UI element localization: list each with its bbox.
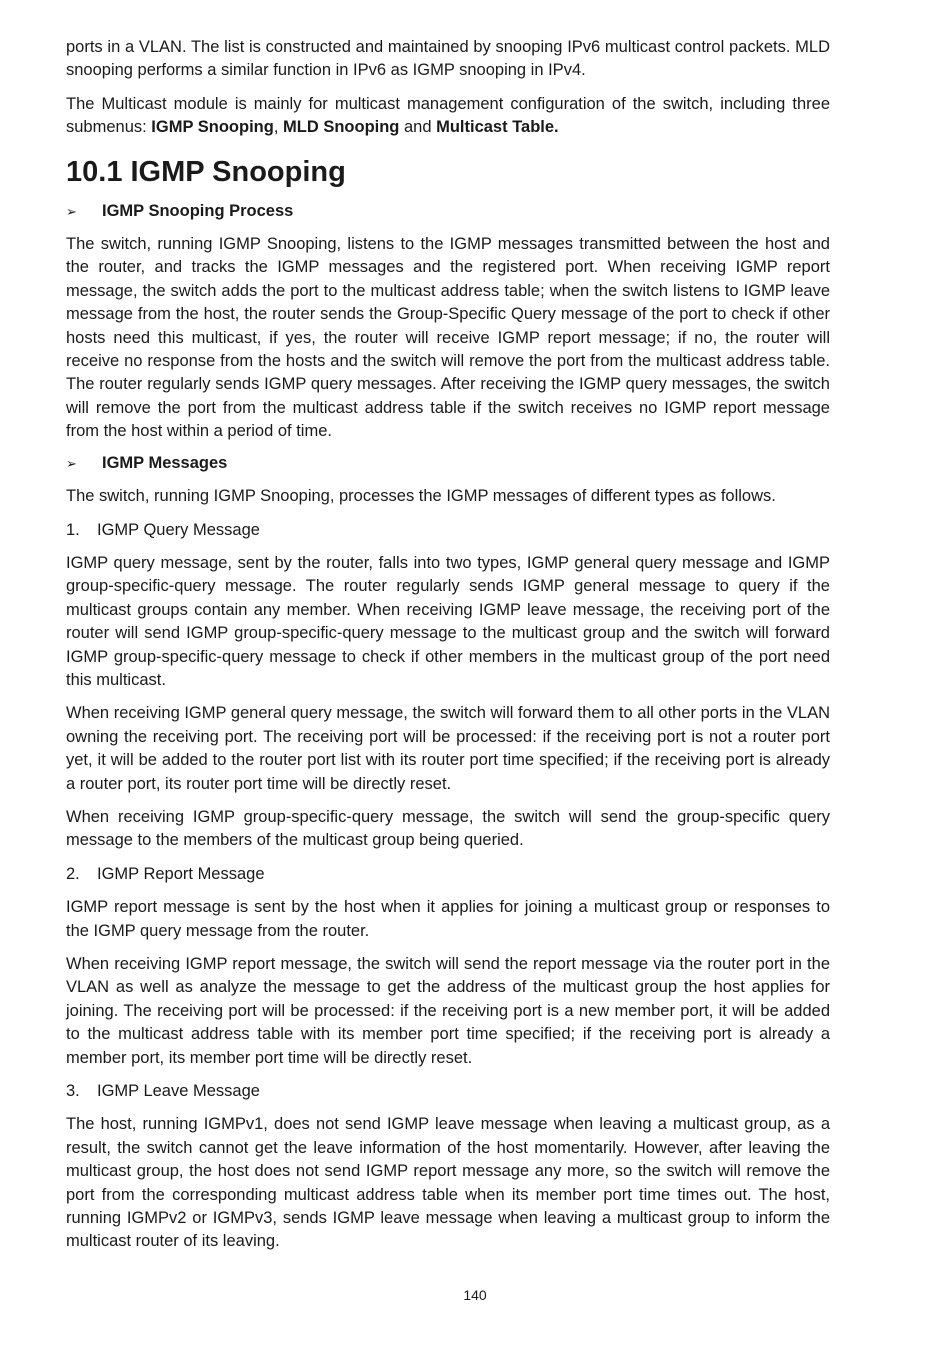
bullet-label: IGMP Messages bbox=[102, 453, 228, 472]
intro-paragraph-1: ports in a VLAN. The list is constructed and maintained by snooping IPv6 multicast control packets. MLD snooping performs a similar function in IPv6 as IGMP snooping in IPv4. bbox=[66, 38, 830, 80]
section-heading: 10.1 IGMP Snooping bbox=[66, 155, 346, 188]
arrow-bullet-icon: ➢ bbox=[66, 203, 77, 219]
intro-p2-sep2: and bbox=[399, 118, 437, 137]
report-paragraph-2: When receiving IGMP report message, the switch will send the report message via the router port in the VLAN as well as analyze the message to get the address of the multicast group the host applies for joining. The receiving port will be processed: if the receiving port is a new member port, it will be added to the multicast address table with its member port time specified; if the receiving port is already a member port, its member port time will be directly reset. bbox=[66, 955, 830, 1067]
leave-paragraph-1: The host, running IGMPv1, does not send IGMP leave message when leaving a multicast group, as a result, the switch cannot get the leave information of the host momentarily. However, after leaving the multicast group, the host does not send IGMP report message any more, so the switch will remove the port from the corresponding multicast address table when its member port time times out. The host, running IGMPv2 or IGMPv3, sends IGMP leave message when leaving a multicast group to inform the multicast router of its leaving. bbox=[66, 1115, 830, 1251]
report-paragraph-1: IGMP report message is sent by the host when it applies for joining a multicast group or responses to the IGMP query message from the router. bbox=[66, 898, 830, 940]
list-label: IGMP Leave Message bbox=[97, 1082, 260, 1101]
intro-p2-text: The Multicast module is mainly for multicast management configuration of the switch, including three submenus: bbox=[66, 94, 830, 137]
document-page bbox=[66, 36, 830, 1254]
bullet-label: IGMP Snooping Process bbox=[102, 201, 294, 220]
list-number: 1. bbox=[66, 520, 80, 539]
list-item-leave bbox=[66, 1080, 830, 1103]
query-paragraph-1: IGMP query message, sent by the router, falls into two types, IGMP general query message and IGMP group-specific-query message. The router regularly sends IGMP general message to query if the multicast groups contain any member. When receiving IGMP leave message, the receiving port of the router will send IGMP group-specific-query message to the multicast group and the switch will forward IGMP group-specific-query message to check if other members in the multicast group of the port need this multicast. bbox=[66, 553, 830, 689]
list-label: IGMP Query Message bbox=[97, 520, 260, 539]
query-paragraph-3: When receiving IGMP group-specific-query message, the switch will send the group-specific query message to the members of the multicast group being queried. bbox=[66, 807, 830, 850]
list-item-query bbox=[66, 519, 830, 542]
intro-p2-sep1: , bbox=[273, 118, 283, 137]
arrow-bullet-icon: ➢ bbox=[66, 455, 77, 471]
process-paragraph: The switch, running IGMP Snooping, listens to the IGMP messages transmitted between the host and the router, and tracks the IGMP messages and the registered port. When receiving IGMP report message, the switch adds the port to the multicast address table; when the switch listens to IGMP leave message from the host, the router sends the Group-Specific Query message of the port to check if other hosts need this multicast, if yes, the router will receive IGMP report message; if no, the router will receive no response from the hosts and the switch will remove the port from the multicast address table. The router regularly sends IGMP query messages. After receiving the IGMP query messages, the switch will remove the port from the multicast address table if the switch receives no IGMP report message from the host within a period of time. bbox=[66, 235, 830, 441]
list-number: 2. bbox=[66, 864, 80, 883]
multicast-table-term: Multicast Table. bbox=[436, 118, 559, 137]
page-number: 140 bbox=[463, 1287, 487, 1303]
query-paragraph-2: When receiving IGMP general query message, the switch will forward them to all other ports in the VLAN owning the receiving port. The receiving port will be processed: if the receiving port is not a router port yet, it will be added to the router port list with its router port time specified; if the receiving port is already a router port, its router port time will be directly reset. bbox=[66, 704, 830, 793]
bullet-snooping-process bbox=[66, 200, 830, 223]
list-label: IGMP Report Message bbox=[97, 864, 265, 883]
list-number: 3. bbox=[66, 1082, 80, 1101]
list-item-report bbox=[66, 863, 830, 886]
intro-paragraph-2 bbox=[66, 93, 830, 140]
bullet-igmp-messages bbox=[66, 452, 830, 475]
mld-snooping-term: MLD Snooping bbox=[283, 118, 400, 137]
messages-intro-paragraph: The switch, running IGMP Snooping, processes the IGMP messages of different types as follows. bbox=[66, 487, 776, 506]
igmp-snooping-term: IGMP Snooping bbox=[151, 118, 274, 137]
